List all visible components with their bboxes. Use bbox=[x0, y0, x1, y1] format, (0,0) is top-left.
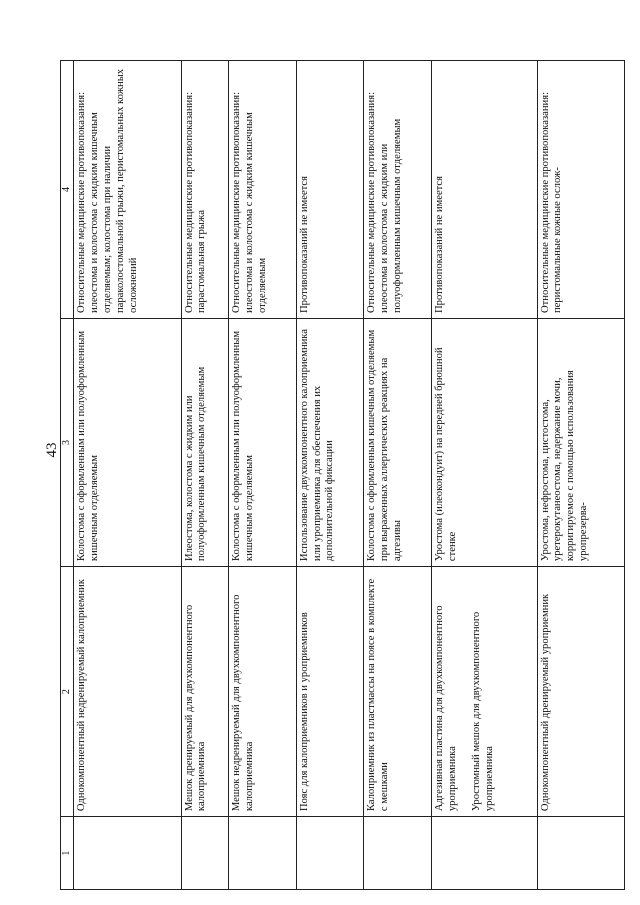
device-name-cell bbox=[431, 567, 537, 817]
table-row bbox=[431, 61, 537, 890]
header-cell-2: 2 bbox=[61, 567, 74, 817]
rotated-table-wrapper bbox=[60, 60, 625, 890]
contraindications-cell: Относительные медицинские противопоказания: илеостома и колостома с жидким кишечным отделяемым bbox=[229, 61, 297, 319]
medical-devices-table bbox=[60, 60, 625, 890]
device-name: Однокомпонентный дренируемый уроприемник bbox=[539, 593, 551, 812]
device-name: Уростомный мешок для двухкомпонентного уроприемника bbox=[471, 611, 496, 812]
device-name: Мешок недренируемый для двухкомпонентного калоприемника bbox=[231, 594, 256, 812]
table-row bbox=[181, 61, 229, 890]
device-name: Калоприемник из пластмассы на поясе в комплекте с мешками bbox=[366, 578, 391, 812]
device-name: Пояс для калоприемников и уроприемников bbox=[298, 612, 310, 812]
device-name-cell bbox=[296, 567, 364, 817]
contraindications-cell: Относительные медицинские противопоказания: илеостома и колостома с жидким кишечным отделяемым; колостома при наличии параколостомальной грыжи, перистомальных кожных осложнений bbox=[74, 61, 181, 319]
table-row bbox=[364, 61, 432, 890]
table-row bbox=[74, 61, 181, 890]
row-number-cell bbox=[229, 817, 297, 890]
device-name-cell bbox=[74, 567, 181, 817]
row-number-cell bbox=[431, 817, 537, 890]
device-name-cell bbox=[181, 567, 229, 817]
header-cell-3: 3 bbox=[61, 318, 74, 566]
device-name-cell bbox=[229, 567, 297, 817]
table-row bbox=[537, 61, 624, 890]
indications-cell: Уростома (илеокондуит) на передней брюшной стенке bbox=[431, 318, 537, 566]
indications-cell: Колостома с оформленным или полуоформленным кишечным отделяемым bbox=[229, 318, 297, 566]
device-name: Мешок дренируемый для двухкомпонентного калоприемника bbox=[183, 604, 208, 812]
table-header-row bbox=[61, 61, 74, 890]
contraindications-cell: Относительные медицинские противопоказания: перистомальные кожные ослож- bbox=[537, 61, 624, 319]
table-row bbox=[296, 61, 364, 890]
header-cell-1: 1 bbox=[61, 817, 74, 890]
device-name-cell bbox=[364, 567, 432, 817]
indications-cell: Уростома, нефростома, цистостома, уретерокутанеостома, недержание мочи, корригируемое с помощью использования уропрезерва- bbox=[537, 318, 624, 566]
contraindications-cell: Относительные медицинские противопоказания: илеостома и колостома с жидким или полуоформленным кишечным отделяемым bbox=[364, 61, 432, 319]
row-number-cell bbox=[364, 817, 432, 890]
indications-cell: Илеостома, колостома с жидким или полуоформленным кишечным отделяемым bbox=[181, 318, 229, 566]
contraindications-cell: Противопоказаний не имеется bbox=[296, 61, 364, 319]
indications-cell: Колостома с оформленным кишечным отделяемым при выраженных аллергических реакциях на адгезивы bbox=[364, 318, 432, 566]
contraindications-cell: Противопоказаний не имеется bbox=[431, 61, 537, 319]
row-number-cell bbox=[296, 817, 364, 890]
row-number-cell bbox=[74, 817, 181, 890]
row-number-cell bbox=[537, 817, 624, 890]
device-name: Адгезивная пластина для двухкомпонентного уроприемника bbox=[433, 605, 458, 812]
indications-cell: Использование двухкомпонентного калоприемника или уроприемника для обеспечения их дополнительной фиксации bbox=[296, 318, 364, 566]
contraindications-cell: Относительные медицинские противопоказания: парастомальная грыжа bbox=[181, 61, 229, 319]
row-number-cell bbox=[181, 817, 229, 890]
device-name: Однокомпонентный недренируемый калоприемник bbox=[76, 579, 88, 812]
device-name-cell bbox=[537, 567, 624, 817]
header-cell-4: 4 bbox=[61, 61, 74, 319]
table-row bbox=[229, 61, 297, 890]
page-number: 43 bbox=[44, 442, 60, 458]
indications-cell: Колостома с оформленным или полуоформленным кишечным отделяемым bbox=[74, 318, 181, 566]
